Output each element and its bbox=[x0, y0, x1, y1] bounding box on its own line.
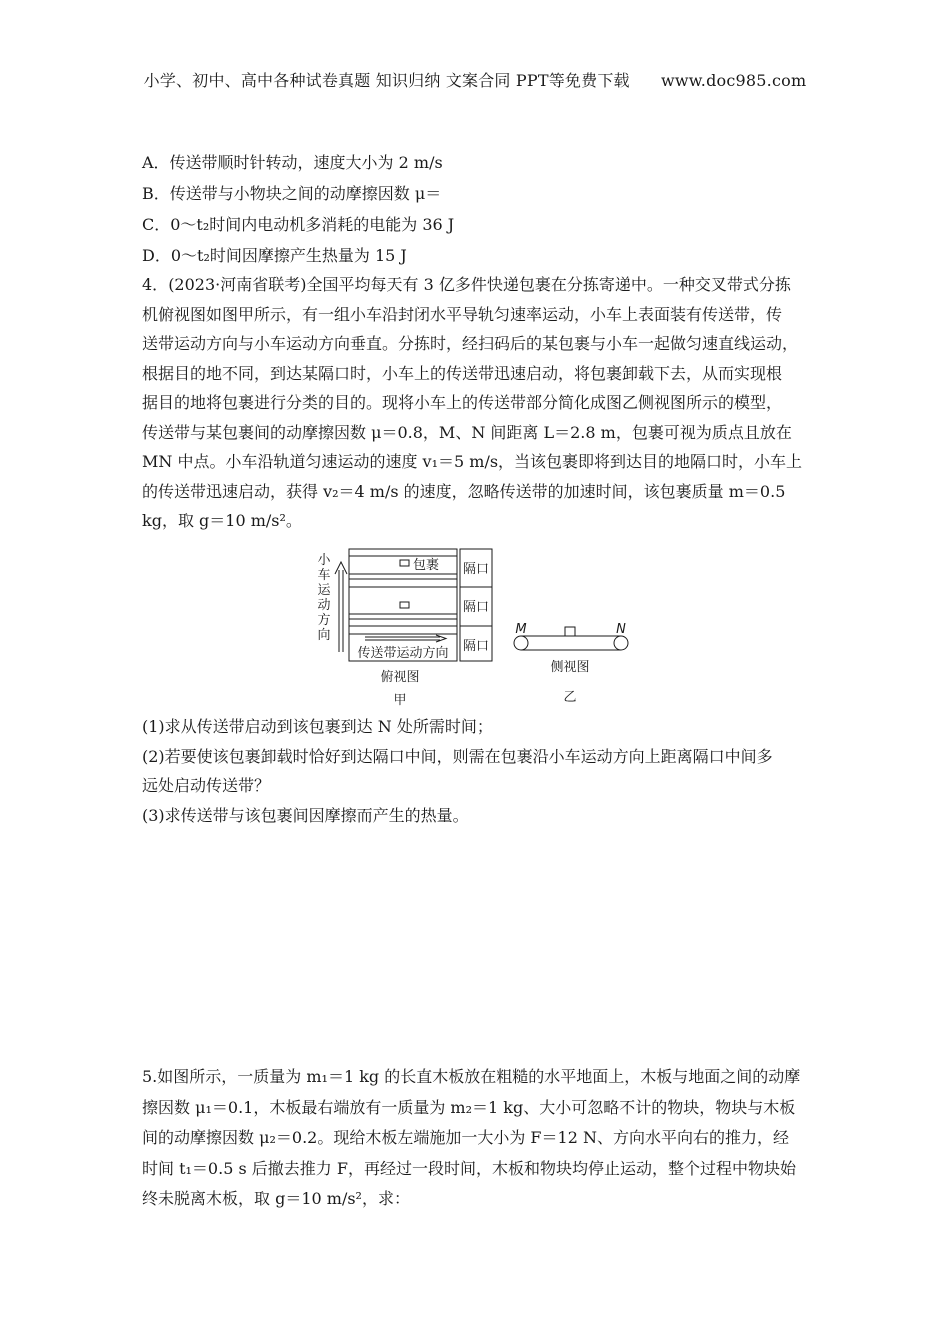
car-dir-char: 动 bbox=[317, 598, 331, 613]
page-header bbox=[0, 68, 950, 91]
car-dir-char: 方 bbox=[317, 613, 331, 628]
q4-body-line: 机俯视图如图甲所示，有一组小车沿封闭水平导轨匀速率运动，小车上表面装有传送带，传 bbox=[142, 304, 783, 324]
q5-line: 间的动摩擦因数 μ₂＝0.2。现给木板左端施加一大小为 F＝12 N、方向水平向右的推力，经 bbox=[142, 1128, 789, 1147]
gate-label: 隔口 bbox=[462, 600, 490, 615]
q4-body-line: 根据目的地不同，到达某隔口时，小车上的传送带迅速启动，将包裹卸载下去，从而实现根 bbox=[142, 363, 783, 383]
empty-slot-icon bbox=[400, 602, 409, 608]
figure-a-label: 甲 bbox=[393, 693, 407, 708]
q4-source: (2023·河南省联考) bbox=[168, 275, 307, 294]
option-c: C．0～t₂时间内电动机多消耗的电能为 36 J bbox=[142, 215, 455, 234]
q4-number: 4． bbox=[142, 275, 169, 294]
q4-body-line: 据目的地将包裹进行分类的目的。现将小车上的传送带部分简化成图乙侧视图所示的模型， bbox=[142, 393, 783, 412]
top-view bbox=[349, 549, 457, 661]
car-dir-char: 车 bbox=[317, 568, 331, 583]
q5-line: 终未脱离木板，取 g＝10 m/s²，求： bbox=[142, 1189, 410, 1208]
n-label: N bbox=[616, 622, 626, 637]
car-direction-label bbox=[317, 553, 331, 643]
side-view bbox=[514, 627, 628, 650]
q5-line: 5.如图所示，一质量为 m₁＝1 kg 的长直木板放在粗糙的水平地面上，木板与地面之间的动摩 bbox=[142, 1067, 801, 1086]
car-dir-char: 运 bbox=[317, 583, 331, 598]
q4-sub2-line2: 远处启动传送带？ bbox=[142, 776, 271, 795]
header-site[interactable]: www.doc985.com bbox=[661, 71, 807, 90]
parcel-label: 包裹 bbox=[413, 558, 440, 573]
q5-line: 时间 t₁＝0.5 s 后撤去推力 F，再经过一段时间，木板和物块均停止运动，整个过程中物块始 bbox=[142, 1158, 796, 1178]
q4-body-line: 送带运动方向与小车运动方向垂直。分拣时，经扫码后的某包裹与小车一起做匀速直线运动， bbox=[142, 334, 799, 353]
q4-body-line: 的传送带迅速启动，获得 v₂＝4 m/s 的速度，忽略传送带的加速时间，该包裹质量 m＝0.5 bbox=[142, 481, 786, 501]
side-parcel-icon bbox=[565, 627, 575, 636]
q4-body-line: 传送带与某包裹间的动摩擦因数 μ＝0.8，M、N 间距离 L＝2.8 m，包裹可视为质点且放在 bbox=[142, 422, 792, 442]
parcel-box-icon bbox=[400, 560, 409, 566]
m-label: M bbox=[515, 622, 527, 637]
figure-svg bbox=[300, 544, 645, 714]
gate-label: 隔口 bbox=[462, 639, 490, 654]
side-view-caption: 侧视图 bbox=[550, 660, 590, 675]
car-dir-char: 小 bbox=[317, 553, 331, 568]
q4-sub3: (3)求传送带与该包裹间因摩擦而产生的热量。 bbox=[142, 805, 469, 825]
q4-subquestions bbox=[142, 712, 820, 830]
header-text: 小学、初中、高中各种试卷真题 知识归纳 文案合同 PPT等免费下载 bbox=[143, 71, 630, 90]
car-dir-char: 向 bbox=[317, 628, 331, 643]
question-5 bbox=[142, 1062, 820, 1215]
top-view-caption: 俯视图 bbox=[380, 670, 420, 685]
option-d: D．0～t₂时间因摩擦产生热量为 15 J bbox=[142, 246, 407, 265]
q5-line: 擦因数 μ₁＝0.1，木板最右端放有一质量为 m₂＝1 kg、大小可忽略不计的物块，物块与木板 bbox=[142, 1097, 796, 1117]
car-direction-arrow bbox=[335, 562, 347, 652]
q4-body-line: kg，取 g＝10 m/s²。 bbox=[142, 511, 302, 530]
q4-body-line: MN 中点。小车沿轨道匀速运动的速度 v₁＝5 m/s，当该包裹即将到达目的地隔口时，小车上 bbox=[142, 452, 803, 471]
figure-b-label: 乙 bbox=[563, 690, 577, 705]
option-a: A．传送带顺时针转动，速度大小为 2 m/s bbox=[142, 153, 443, 172]
option-b: B．传送带与小物块之间的动摩擦因数 μ＝ bbox=[142, 184, 442, 203]
q4-sub1: (1)求从传送带启动到该包裹到达 N 处所需时间； bbox=[142, 717, 493, 736]
q4-first-line bbox=[142, 270, 820, 300]
question-4 bbox=[142, 270, 820, 536]
gate-label: 隔口 bbox=[462, 562, 490, 577]
q4-body-line: 全国平均每天有 3 亿多件快递包裹在分拣寄递中。一种交叉带式分拣 bbox=[306, 275, 791, 294]
belt-direction-label: 传送带运动方向 bbox=[357, 646, 449, 661]
figure bbox=[300, 544, 645, 714]
q4-sub2-line1: (2)若要使该包裹卸载时恰好到达隔口中间，则需在包裹沿小车运动方向上距离隔口中间多 bbox=[142, 746, 773, 766]
